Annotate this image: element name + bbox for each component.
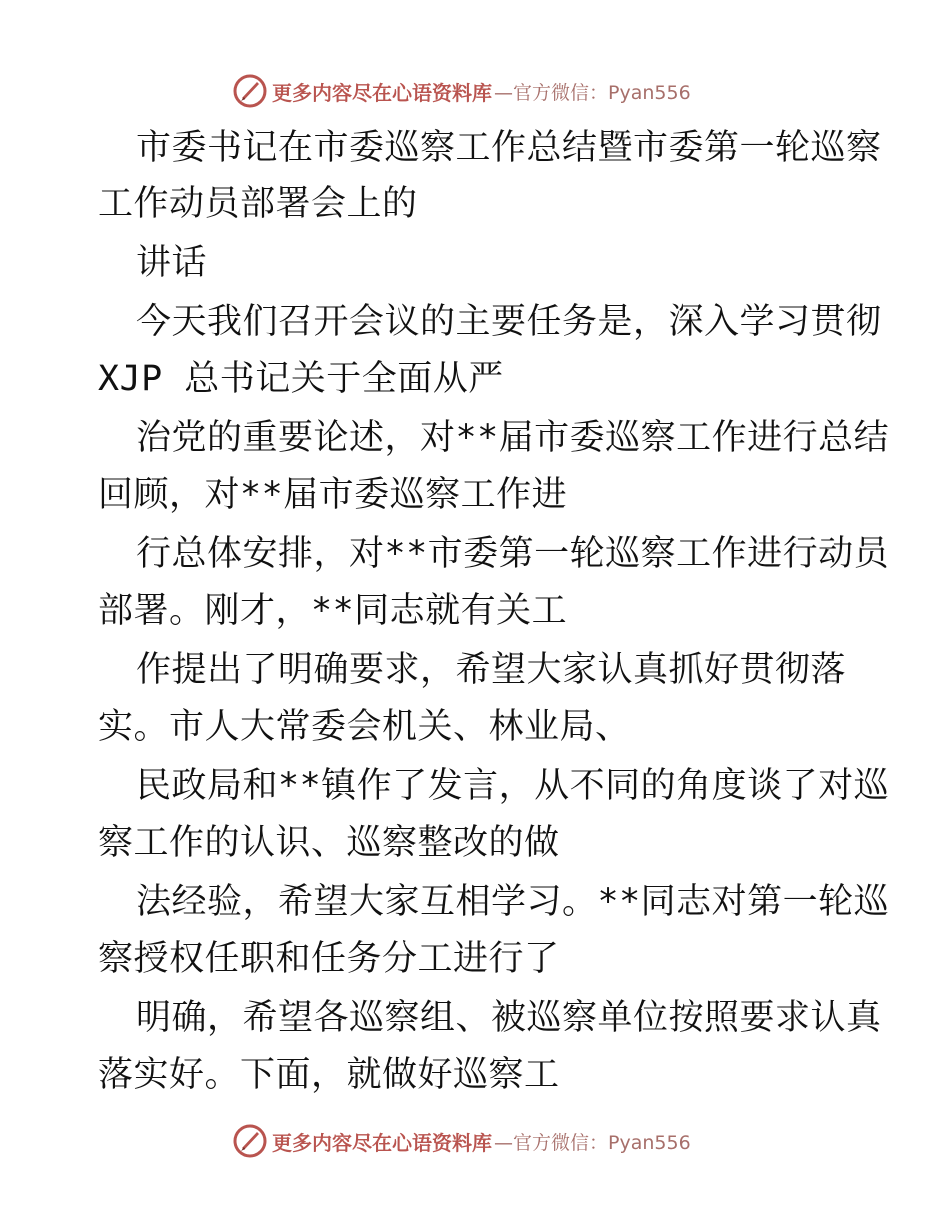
text-line: XJP 总书记关于全面从严 [98,359,504,399]
text-line: 察工作的认识、巡察整改的做 [98,823,560,863]
text-line: 今天我们召开会议的主要任务是，深入学习贯彻 [136,302,882,342]
text-line: 察授权任职和任务分工进行了 [98,939,560,979]
text-line: 工作动员部署会上的 [98,184,418,224]
text-line: 市委书记在市委巡察工作总结暨市委第一轮巡察 [136,128,882,168]
text-line: 作提出了明确要求，希望大家认真抓好贯彻落 [136,650,847,690]
watermark-footer [232,1121,691,1161]
text-line: 明确，希望各巡察组、被巡察单位按照要求认真 [136,998,882,1038]
text-line: 落实好。下面，就做好巡察工 [98,1055,560,1095]
quill-logo-icon [232,73,268,109]
watermark-text: 更多内容尽在心语资料库 [272,1130,492,1155]
watermark-wechat: —官方微信：Pyan556 [494,81,691,104]
text-line: 讲话 [136,243,208,283]
watermark-header [232,71,691,111]
quill-logo-icon [232,1123,268,1159]
text-line: 部署。刚才，**同志就有关工 [98,591,568,631]
text-line: 民政局和**镇作了发言，从不同的角度谈了对巡 [136,766,890,806]
text-line: 回顾，对**届市委巡察工作进 [98,475,568,515]
text-line: 治党的重要论述，对**届市委巡察工作进行总结 [136,418,890,458]
watermark-wechat: —官方微信：Pyan556 [494,1131,691,1154]
text-line: 实。市人大常委会机关、林业局、 [98,707,631,747]
watermark-text: 更多内容尽在心语资料库 [272,80,492,105]
text-line: 法经验，希望大家互相学习。**同志对第一轮巡 [136,882,890,922]
text-line: 行总体安排，对**市委第一轮巡察工作进行动员 [136,534,890,574]
